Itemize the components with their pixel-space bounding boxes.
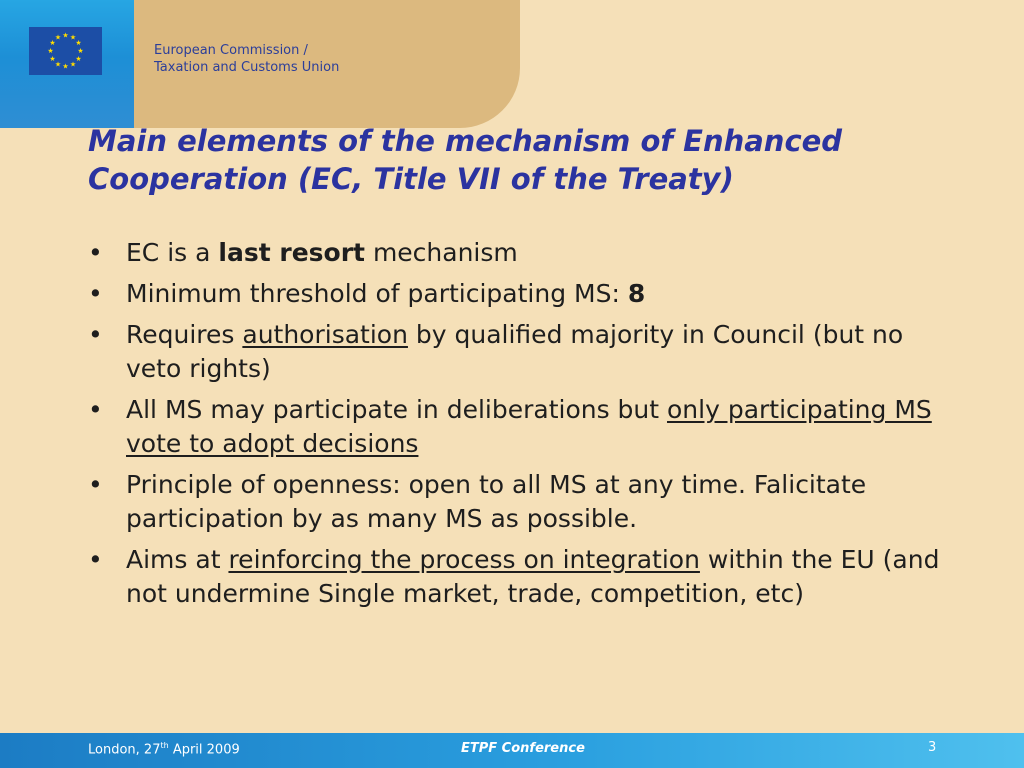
organization-name	[154, 42, 339, 76]
svg-text:★: ★	[49, 39, 56, 47]
bullet-list	[86, 236, 966, 618]
eu-flag-icon	[29, 27, 102, 75]
svg-text:★: ★	[54, 60, 62, 69]
bullet-icon: •	[88, 545, 103, 574]
bullet-underlined-text: only participating MS vote to adopt decisions	[126, 395, 932, 458]
footer-event-name: ETPF Conference	[461, 741, 585, 756]
slide-title	[88, 122, 968, 198]
bullet-item	[86, 318, 966, 386]
svg-text:★: ★	[47, 47, 54, 55]
bullet-bold-text: 8	[627, 279, 646, 308]
footer-location: London, 27	[88, 742, 161, 758]
bullet-item	[86, 468, 966, 536]
bullet-underlined-text: authorisation	[242, 320, 408, 349]
svg-text:★: ★	[62, 62, 69, 71]
svg-text:★: ★	[62, 31, 69, 40]
page-number: 3	[928, 740, 937, 755]
title-line-1: Main elements of the mechanism of Enhanced	[88, 124, 843, 158]
svg-text:★: ★	[75, 39, 82, 47]
bullet-icon: •	[88, 238, 103, 267]
bullet-icon: •	[88, 279, 103, 308]
bullet-text: Aims at	[126, 545, 229, 574]
bullet-text: within the EU (and not undermine Single market, trade, competition, etc)	[126, 545, 940, 608]
bullet-item	[86, 236, 966, 270]
bullet-underlined-text: reinforcing the process on integration	[228, 545, 700, 574]
footer-date: April 2009	[168, 742, 240, 758]
bullet-item	[86, 543, 966, 611]
footer-location-date	[88, 741, 240, 757]
eu-flag-stars	[29, 27, 102, 75]
bullet-bold-text: last resort	[218, 238, 365, 267]
bullet-icon: •	[88, 320, 103, 349]
svg-text:★: ★	[75, 55, 82, 63]
svg-text:★: ★	[54, 33, 62, 42]
svg-text:★: ★	[69, 60, 77, 69]
bullet-icon: •	[88, 470, 103, 499]
svg-text:★: ★	[77, 47, 84, 55]
bullet-item	[86, 393, 966, 461]
footer-date-suffix: th	[160, 741, 169, 750]
svg-text:★: ★	[49, 55, 56, 63]
bullet-text: All MS may participate in deliberations but	[126, 395, 668, 424]
title-line-2: Cooperation (EC, Title VII of the Treaty)	[88, 162, 734, 196]
footer-bar	[0, 733, 1024, 768]
bullet-text: Requires	[126, 320, 243, 349]
bullet-text: mechanism	[365, 238, 518, 267]
bullet-icon: •	[88, 395, 103, 424]
org-line-2: Taxation and Customs Union	[154, 60, 340, 75]
org-line-1: European Commission /	[154, 43, 308, 58]
bullet-item	[86, 277, 966, 311]
bullet-text: Minimum threshold of participating MS:	[126, 279, 628, 308]
svg-text:★: ★	[69, 33, 77, 42]
bullet-text: EC is a	[126, 238, 219, 267]
bullet-text: by qualified majority in Council (but no veto rights)	[126, 320, 904, 383]
bullet-text: Principle of openness: open to all MS at any time. Falicitate participation by as many MS as possible.	[126, 470, 867, 533]
